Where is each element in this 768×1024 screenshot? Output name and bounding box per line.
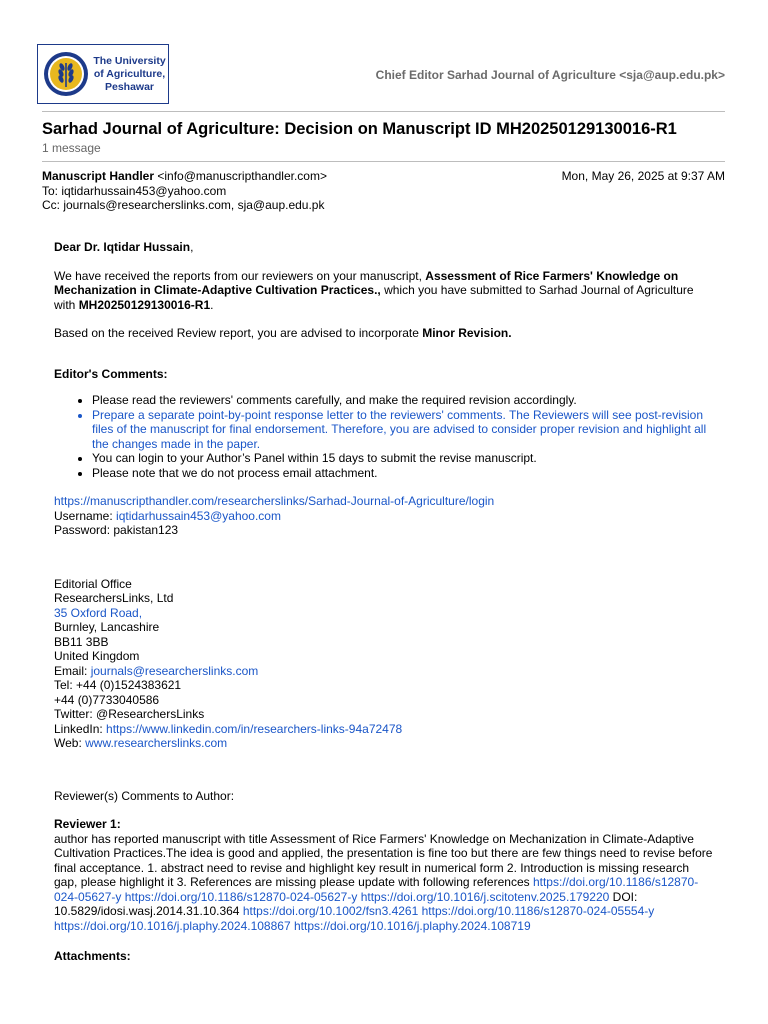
website-link[interactable]: www.researcherslinks.com xyxy=(85,736,228,750)
cc-line: Cc: journals@researcherslinks.com, sja@aup.edu.pk xyxy=(42,198,325,212)
message-count: 1 message xyxy=(42,141,101,155)
list-item: • Prepare a separate point-by-point response letter to the reviewers' comments. The Reviewers will see post-revision files of the manuscript for final endorsement. Therefore, you are advised to consider proper revision and highlight all the changes made in the paper. xyxy=(92,408,714,452)
attachments-heading: Attachments: xyxy=(54,949,131,963)
sender-line xyxy=(42,169,327,184)
manuscript-title: Assessment of Rice Farmers' Knowledge on Mechanization in Climate-Adaptive Cultivation Practices., xyxy=(54,268,679,297)
manuscript-id: MH20250129130016-R1 xyxy=(78,297,211,312)
reference-link[interactable]: https://doi.org/10.1016/j.plaphy.2024.108719 xyxy=(293,918,531,933)
university-logo xyxy=(37,44,169,104)
reviewer-1-comments: author has reported manuscript with title Assessment of Rice Farmers' Knowledge on Mechanization in Climate-Adaptive Cultivation Practices.The idea is good and applied, the presentation is fine too but there are few things need to revise before final acceptance. 1. abstract need to revise and highlight key result in numerical form 2. Introduction is missing research gap, please highlight it 3. References are missing please update with following references https://doi.org/10.1186/s12870-024-05627-y https://doi.org/10.1186/s12870-024-05627-y https://doi.org/10.1016/j.scitotenv.2025.179220 DOI: 10.5829/idosi.wasj.2014.31.10.364 https://doi.org/10.1002/fsn3.4261 https://doi.org/10.1186/s12870-024-05554-y https://doi.org/10.1016/j.plaphy.2024.108867 https://doi.org/10.1016/j.plaphy.2024.108719 xyxy=(54,831,713,933)
university-name xyxy=(91,55,168,94)
linkedin-link[interactable]: https://www.linkedin.com/in/researchers-links-94a72478 xyxy=(106,721,403,736)
divider-top xyxy=(42,111,725,112)
sender-email: <info@manuscripthandler.com> xyxy=(157,169,327,183)
message-date: Mon, May 26, 2025 at 9:37 AM xyxy=(561,169,725,183)
email-body xyxy=(54,240,714,964)
editor-comments-list xyxy=(54,393,714,480)
decision: Minor Revision. xyxy=(422,326,512,340)
to-line: To: iqtidarhussain453@yahoo.com xyxy=(42,183,227,198)
signature: Editorial Office ResearchersLinks, Ltd 35 Oxford Road, Burnley, Lancashire BB11 3BB United Kingdom Email: journals@researcherslinks.com Tel: +44 (0)1524383621 +44 (0)7733040586 Twitter: @ResearchersLinks LinkedIn: https://www.linkedin.com/in/researchers-links-94a72478 Web: www.researcherslinks.com xyxy=(54,576,403,750)
reference-link[interactable]: https://doi.org/10.1016/j.plaphy.2024.108867 xyxy=(54,918,291,933)
logo-line-3: Peshawar xyxy=(104,80,155,93)
reference-link[interactable]: https://doi.org/10.1002/fsn3.4261 xyxy=(242,904,419,918)
message-meta xyxy=(42,169,327,213)
reference-link[interactable]: https://doi.org/10.1186/s12870-024-05554-y xyxy=(421,904,655,918)
divider-subject xyxy=(42,161,725,162)
logo-line-1: The University xyxy=(93,54,166,67)
username-link[interactable]: iqtidarhussain453@yahoo.com xyxy=(116,508,281,523)
paragraph-received: We have received the reports from our reviewers on your manuscript, Assessment of Rice Farmers' Knowledge on Mechanization in Climate-Adaptive Cultivation Practices., which you have submitted to Sarhad Journal of Agriculture with MH20250129130016-R1. xyxy=(54,268,694,312)
address-link[interactable]: 35 Oxford Road, xyxy=(54,605,143,620)
list-item: • Please read the reviewers' comments carefully, and make the required revision accordingly. xyxy=(92,393,714,408)
reference-link[interactable]: https://doi.org/10.1016/j.scitotenv.2025.179220 xyxy=(360,889,610,904)
university-seal-icon xyxy=(43,51,89,97)
reference-link[interactable]: https://doi.org/10.1186/s12870-024-05627-y xyxy=(124,889,358,904)
list-item: • You can login to your Author’s Panel within 15 days to submit the revise manuscript. xyxy=(92,451,714,466)
password-line: Password: pakistan123 xyxy=(54,523,179,537)
sender-name: Manuscript Handler xyxy=(42,169,155,183)
reviewers-heading: Reviewer(s) Comments to Author: xyxy=(54,788,235,803)
paragraph-decision: Based on the received Review report, you are advised to incorporate Minor Revision. xyxy=(54,326,512,340)
editor-comments-heading: Editor's Comments: xyxy=(54,366,168,381)
logo-line-2: of Agriculture, xyxy=(93,67,166,80)
signature-email-link[interactable]: journals@researcherslinks.com xyxy=(90,663,259,678)
list-item: • Please note that we do not process email attachment. xyxy=(92,466,714,481)
login-block: https://manuscripthandler.com/researcherslinks/Sarhad-Journal-of-Agriculture/login Username: iqtidarhussain453@yahoo.com Password: pakistan123 xyxy=(54,494,495,537)
email-subject: Sarhad Journal of Agriculture: Decision on Manuscript ID MH20250129130016-R1 xyxy=(42,120,677,138)
login-link[interactable]: https://manuscripthandler.com/researcherslinks/Sarhad-Journal-of-Agriculture/login xyxy=(54,494,495,508)
reference-link[interactable]: https://doi.org/10.1186/s12870-024-05627-y xyxy=(54,875,699,904)
account-from: Chief Editor Sarhad Journal of Agriculture <sja@aup.edu.pk> xyxy=(375,68,725,82)
greeting: Dear Dr. Iqtidar Hussain, xyxy=(54,240,194,254)
reviewer-1-title: Reviewer 1: xyxy=(54,817,121,831)
